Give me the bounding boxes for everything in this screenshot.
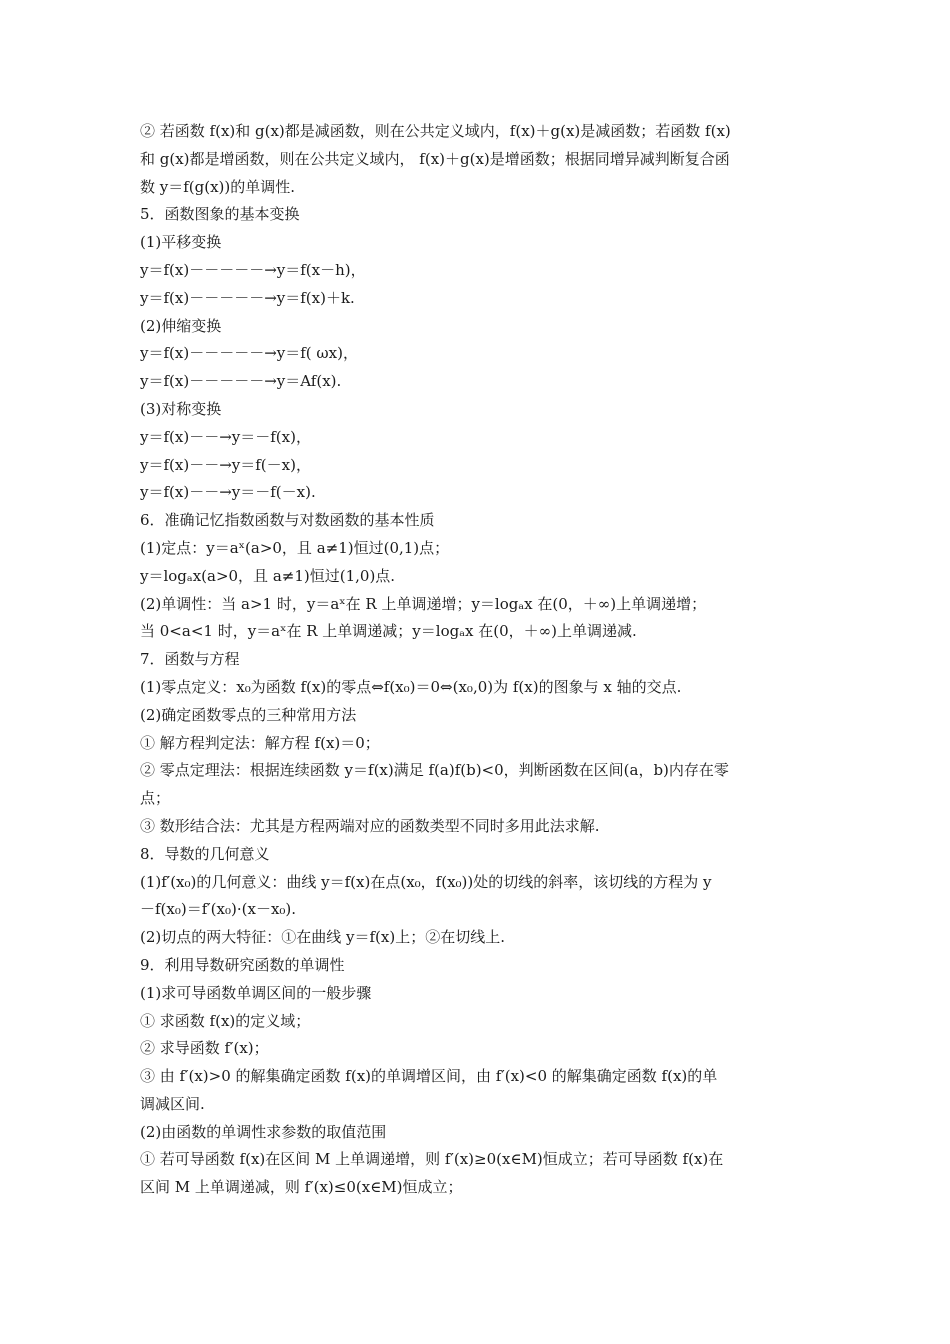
text-line: ① 若可导函数 f(x)在区间 M 上单调递增，则 f′(x)≥0(x∈M)恒成立；若可导函数 f(x)在 [140,1150,724,1169]
text-line: ② 求导函数 f′(x)； [140,1039,269,1058]
text-line: (2)伸缩变换 [140,316,222,335]
text-line: y＝f(x)－－－－－→y＝f(x)＋k. [140,288,355,307]
text-line: y＝logₐx(a>0，且 a≠1)恒过(1,0)点. [140,566,396,585]
text-line: ③ 由 f′(x)>0 的解集确定函数 f(x)的单调增区间，由 f′(x)<0 的解集确定函数 f(x)的单 [140,1067,718,1086]
text-line: (1)零点定义：x₀为函数 f(x)的零点⇔f(x₀)＝0⇔(x₀,0)为 f(x)的图象与 x 轴的交点. [140,677,682,696]
text-line: y＝f(x)－－→y＝－f(－x). [140,483,316,502]
text-line: 7．函数与方程 [140,650,240,669]
text-line: ③ 数形结合法：尤其是方程两端对应的函数类型不同时多用此法求解. [140,816,600,835]
text-line: y＝f(x)－－－－－→y＝f( ωx)， [140,344,358,363]
text-line: 区间 M 上单调递减，则 f′(x)≤0(x∈M)恒成立； [140,1178,463,1197]
text-line: 9．利用导数研究函数的单调性 [140,955,345,974]
text-line: －f(x₀)＝f′(x₀)·(x－x₀). [140,900,297,919]
text-line: 和 g(x)都是增函数，则在公共定义域内， f(x)＋g(x)是增函数；根据同增异减判断复合函 [140,149,730,168]
text-line: 8．导数的几何意义 [140,844,270,863]
text-line: 当 0<a<1 时，y＝aˣ在 R 上单调递减；y＝logₐx 在(0，＋∞)上单调递减. [140,622,637,641]
text-line: (2)确定函数零点的三种常用方法 [140,705,357,724]
text-line: 点； [140,789,171,808]
text-line: 6．准确记忆指数函数与对数函数的基本性质 [140,511,435,530]
text-line: ① 解方程判定法：解方程 f(x)＝0； [140,733,380,752]
text-line: y＝f(x)－－→y＝f(－x)， [140,455,311,474]
text-line: y＝f(x)－－→y＝－f(x)， [140,427,311,446]
text-line: (1)平移变换 [140,233,222,252]
text-line: (1)f′(x₀)的几何意义：曲线 y＝f(x)在点(x₀，f(x₀))处的切线的斜率，该切线的方程为 y [140,872,712,891]
text-line: (2)由函数的单调性求参数的取值范围 [140,1122,387,1141]
text-line: 数 y＝f(g(x))的单调性. [140,177,296,196]
text-line: ② 若函数 f(x)和 g(x)都是减函数，则在公共定义域内，f(x)＋g(x)是减函数；若函数 f(x) [140,122,731,140]
text-line: (1)定点：y＝aˣ(a>0，且 a≠1)恒过(0,1)点； [140,538,450,557]
text-line: ① 求函数 f(x)的定义域； [140,1011,311,1030]
text-line: y＝f(x)－－－－－→y＝Af(x). [140,372,342,391]
text-line: 调减区间. [140,1094,205,1113]
text-line: ② 零点定理法：根据连续函数 y＝f(x)满足 f(a)f(b)<0，判断函数在区间(a，b)内存在零 [140,761,729,780]
text-line: 5．函数图象的基本变换 [140,205,300,224]
text-line: (2)单调性：当 a>1 时，y＝aˣ在 R 上单调递增；y＝logₐx 在(0，＋∞)上单调递增； [140,594,707,613]
document-body [140,118,812,1202]
text-line: y＝f(x)－－－－－→y＝f(x－h)， [140,260,366,279]
text-line: (2)切点的两大特征：①在曲线 y＝f(x)上；②在切线上. [140,928,505,947]
text-line: (1)求可导函数单调区间的一般步骤 [140,983,372,1002]
text-line: (3)对称变换 [140,399,222,418]
